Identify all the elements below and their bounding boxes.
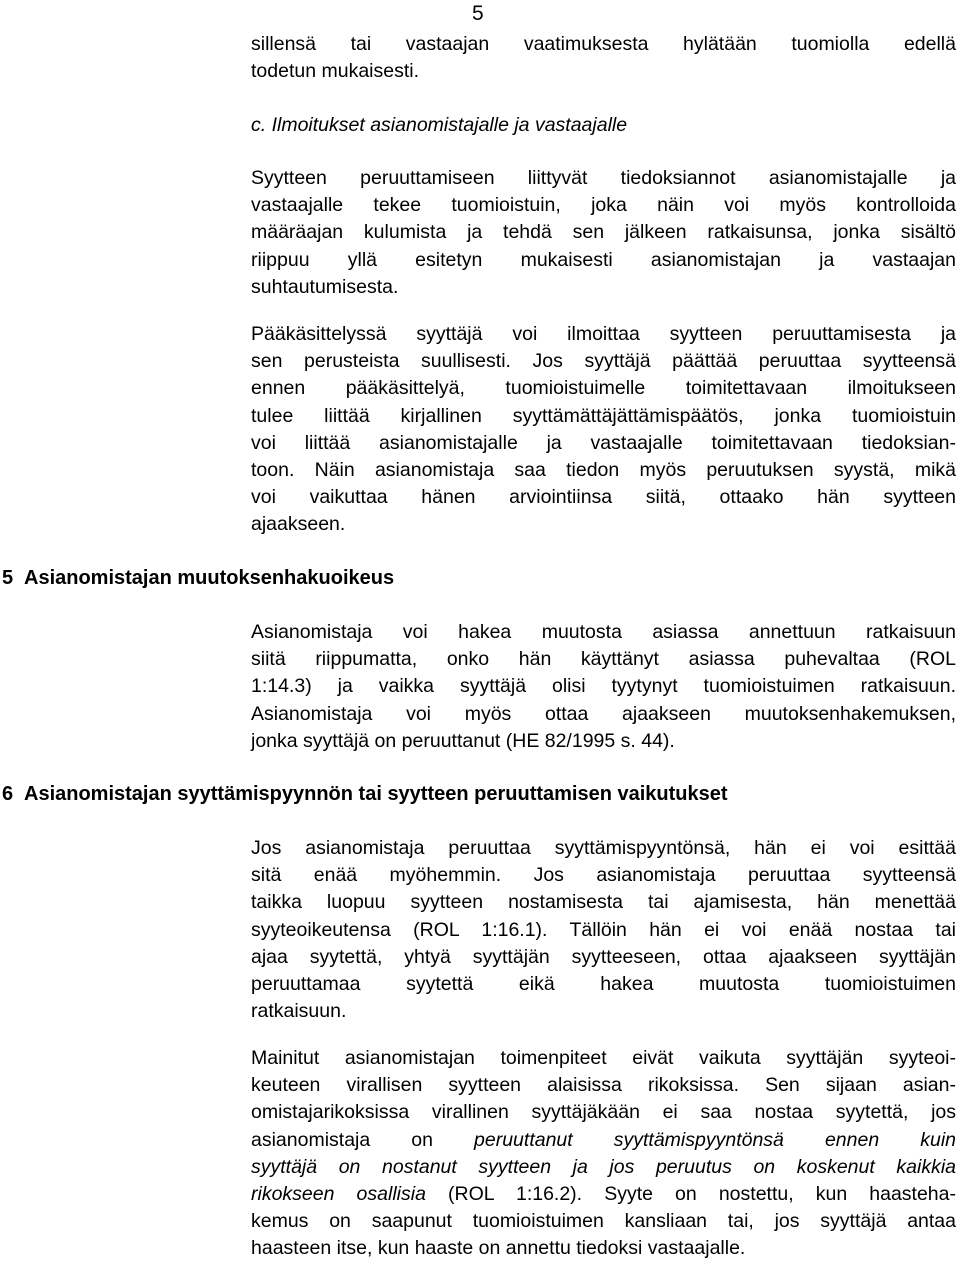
- text-line: sitä enää myöhemmin. Jos asianomistaja peruuttaa syytteensä: [251, 864, 956, 887]
- text-line: ajaa syytettä, yhtyä syyttäjän syytteeseen, ottaa ajaakseen syyttäjän: [251, 945, 956, 968]
- text-line: voi liittää asianomistajalle ja vastaajalle toimitettavaan tiedoksian-: [251, 431, 956, 454]
- section-title: Asianomistajan muutoksenhakuoikeus: [24, 567, 395, 589]
- section-5-paragraph: [251, 619, 956, 755]
- section-6-heading: [2, 781, 728, 808]
- text-line: määräajan kulumista ja tehdä sen jälkeen ratkaisunsa, jonka sisältö: [251, 221, 956, 244]
- section-number: 6: [2, 783, 14, 805]
- section-6-paragraph-1: [251, 835, 956, 1025]
- intro-paragraph: [251, 31, 956, 85]
- text-line: [251, 1127, 956, 1154]
- text-line: taikka luopuu syytteen nostamisesta tai ajamisesta, hän menettää: [251, 891, 956, 914]
- page-number: 5: [472, 2, 484, 25]
- text-line: tulee liittää kirjallinen syyttämättäjättämispäätös, jonka tuomioistuin: [251, 404, 956, 427]
- text-run: (ROL 1:16.2). Syyte on nostettu, kun haasteha-: [425, 1183, 956, 1206]
- text-line: todetun mukaisesti.: [251, 60, 420, 83]
- subsection-c-heading: c. Ilmoitukset asianomistajalle ja vastaajalle: [251, 114, 628, 136]
- italic-text-run: rikokseen osallisia: [251, 1183, 426, 1206]
- text-line: kemus on saapunut tuomioistuimen kansliaan tai, jos syyttäjä antaa: [251, 1210, 956, 1233]
- text-line: riippuu yllä esitetyn mukaisesti asianomistajan ja vastaajan: [251, 248, 956, 271]
- text-line: jonka syyttäjä on peruuttanut (HE 82/1995 s. 44).: [251, 729, 675, 752]
- text-line: haasteen itse, kun haaste on annettu tiedoksi vastaajalle.: [251, 1237, 746, 1260]
- text-line: ratkaisuun.: [251, 1000, 347, 1023]
- section-number: 5: [2, 567, 14, 589]
- text-line: Mainitut asianomistajan toimenpiteet eivät vaikuta syyttäjän syyteoi-: [251, 1047, 956, 1069]
- text-line: Syytteen peruuttamiseen liittyvät tiedoksiannot asianomistajalle ja: [251, 167, 956, 189]
- text-line: sillensä tai vastaajan vaatimuksesta hylätään tuomiolla edellä: [251, 33, 956, 55]
- text-line: Jos asianomistaja peruuttaa syyttämispyyntönsä, hän ei voi esittää: [251, 837, 956, 859]
- section-title: Asianomistajan syyttämispyynnön tai syytteen peruuttamisen vaikutukset: [24, 783, 728, 805]
- text-line: siitä riippumatta, onko hän käyttänyt asiassa puhevaltaa (ROL: [251, 648, 956, 671]
- text-line: voi vaikuttaa hänen arviointiinsa siitä, ottaako hän syytteen: [251, 486, 956, 509]
- text-line: Asianomistaja voi myös ottaa ajaakseen muutoksenhakemuksen,: [251, 702, 956, 725]
- text-line: sen perusteista suullisesti. Jos syyttäjä päättää peruuttaa syytteensä: [251, 350, 956, 373]
- text-line: vastaajalle tekee tuomioistuin, joka näin voi myös kontrolloida: [251, 194, 956, 217]
- text-line: keuteen virallisen syytteen alaisissa rikoksissa. Sen sijaan asian-: [251, 1074, 956, 1097]
- text-line: [251, 1181, 956, 1208]
- text-line: ajaakseen.: [251, 513, 346, 536]
- text-line: 1:14.3) ja vaikka syyttäjä olisi tyytynyt tuomioistuimen ratkaisuun.: [251, 675, 956, 698]
- text-line: peruuttamaa syytettä eikä hakea muutosta tuomioistuimen: [251, 973, 956, 996]
- section-5-heading: [2, 565, 394, 592]
- section-6-paragraph-2: [251, 1045, 956, 1263]
- text-line: syyteoikeutensa (ROL 1:16.1). Tällöin hän ei voi enää nostaa tai: [251, 918, 956, 941]
- subsection-c-paragraph-2: [251, 321, 956, 539]
- text-line: Pääkäsittelyssä syyttäjä voi ilmoittaa syytteen peruuttamisesta ja: [251, 323, 956, 345]
- text-line: suhtautumisesta.: [251, 275, 399, 298]
- text-line: syyttäjä on nostanut syytteen ja jos peruutus on koskenut kaikkia: [251, 1155, 956, 1178]
- text-run: asianomistaja on: [251, 1128, 475, 1151]
- subsection-c-paragraph-1: [251, 165, 956, 301]
- text-line: toon. Näin asianomistaja saa tiedon myös peruutuksen syystä, mikä: [251, 459, 956, 482]
- text-line: Asianomistaja voi hakea muutosta asiassa annettuun ratkaisuun: [251, 621, 956, 643]
- text-line: ennen pääkäsittelyä, tuomioistuimelle toimitettavaan ilmoitukseen: [251, 377, 956, 400]
- italic-text-run: peruuttanut syyttämispyyntönsä ennen kuin: [474, 1128, 956, 1151]
- text-line: omistajarikoksissa virallinen syyttäjäkään ei saa nostaa syytettä, jos: [251, 1101, 956, 1124]
